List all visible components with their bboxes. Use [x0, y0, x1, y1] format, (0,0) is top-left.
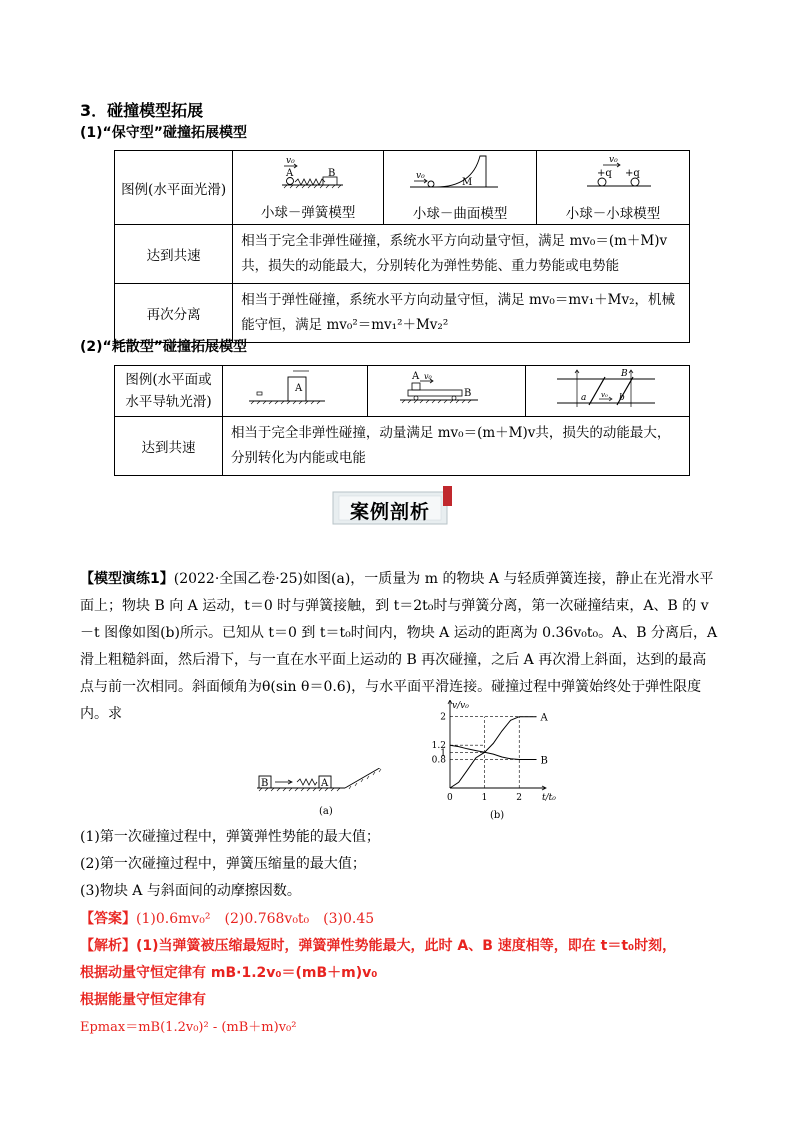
x-tick-label: 1	[481, 793, 488, 803]
caption-spring-model: 小球－弹簧模型	[260, 204, 356, 221]
figure-b-chart	[420, 700, 560, 825]
subsection-title-conservative: (1)“保守型”碰撞拓展模型	[80, 125, 247, 141]
table1-cell-spring-model	[233, 151, 384, 225]
table2-row2-text: 相当于完全非弹性碰撞，动量满足 mv₀＝(m＋M)v共，损失的动能最大，分别转化为内能或电能	[222, 417, 689, 476]
problem-lead: 【模型演练1】	[80, 571, 174, 587]
answer-line	[80, 908, 374, 928]
svg-text:M: M	[462, 176, 473, 188]
answer-text: (1)0.6mv₀² (2)0.768v₀t₀ (3)0.45	[136, 911, 375, 927]
y-tick-label: 0.8	[431, 755, 446, 766]
problem-paragraph	[80, 566, 720, 728]
answer-label: 【答案】	[80, 911, 136, 927]
analysis-line-3: 根据能量守恒定律有	[80, 992, 206, 1008]
series-label-B: B	[540, 755, 548, 767]
table1-cell-curve-model	[384, 151, 537, 225]
question-2: (2)第一次碰撞过程中，弹簧压缩量的最大值；	[80, 856, 366, 872]
table1-row2-text: 相当于完全非弹性碰撞，系统水平方向动量守恒，满足 mv₀＝(m＋M)v共，损失的动能最大，分别转化为弹性势能、重力势能或电势能	[233, 225, 690, 284]
svg-text:v₀: v₀	[424, 372, 433, 381]
svg-text:A: A	[321, 778, 329, 789]
rails-figure	[543, 367, 673, 411]
dissipative-model-table	[114, 365, 690, 476]
analysis-label: 【解析】	[80, 938, 136, 954]
bullet-block-figure	[235, 367, 355, 411]
analysis-line-1	[80, 935, 676, 955]
y-tick-label: 2	[440, 712, 446, 723]
caption-ball-model: 小球－小球模型	[565, 205, 661, 222]
svg-text:a: a	[580, 393, 587, 403]
table2-row1-label: 图例(水平面或水平导轨光滑)	[115, 366, 223, 417]
question-1: (1)第一次碰撞过程中，弹簧弹性势能的最大值；	[80, 829, 380, 845]
ball-model-figure	[553, 154, 673, 196]
question-3: (3)物块 A 与斜面间的动摩擦因数。	[80, 883, 301, 899]
svg-text:(a): (a)	[319, 806, 333, 817]
series-label-A: A	[540, 712, 548, 724]
table1-row3-label: 再次分离	[115, 284, 233, 343]
conservative-model-table	[114, 150, 690, 343]
section-title: 3．碰撞模型拓展	[80, 101, 204, 120]
curve-model-figure	[400, 154, 520, 196]
analysis-line-4: Epmax＝mB(1.2v₀)² - (mB＋m)v₀²	[80, 1020, 297, 1035]
svg-text:A: A	[286, 167, 294, 179]
table1-row2-label: 达到共速	[115, 225, 233, 284]
table1-row3-text: 相当于弹性碰撞，系统水平方向动量守恒，满足 mv₀＝mv₁＋Mv₂，机械能守恒，满足 mv₀²＝mv₁²＋Mv₂²	[233, 284, 690, 343]
svg-text:B: B	[261, 778, 269, 789]
svg-text:v₀: v₀	[416, 170, 425, 181]
problem-text: (2022·全国乙卷·25)如图(a)，一质量为 m 的物块 A 与轻质弹簧连接，静止在光滑水平面上；物块 B 向 A 运动，t＝0 时与弹簧接触，到 t＝2t₀时与弹簧分离，第一次碰撞结束，A、B 的 v－t 图像如图(b)所示。已知从 t＝0 到 t＝t₀时间内，物块 A 运动的距离为 0.36v₀t₀。A、B 分离后，A 滑上粗糙斜面，然后滑下，与一直在水平面上运动的 B 再次碰撞，之后 A 再次滑上斜面，达到的最高点与前一次相同。斜面倾角为θ(sin θ＝0.6)，与水平面平滑连接。碰撞过程中弹簧始终处于弹性限度内。求	[80, 571, 718, 722]
y-tick-label: 1.2	[431, 741, 446, 752]
table2-cell-block-board	[367, 366, 526, 417]
table2-cell-rails	[526, 366, 690, 417]
table2-row2-label: 达到共速	[115, 417, 223, 476]
svg-text:v₀: v₀	[609, 154, 618, 165]
y-tick-label: 1	[440, 748, 446, 759]
analysis-line-2: 根据动量守恒定律有 mB·1.2v₀＝(mB＋m)v₀	[80, 965, 378, 981]
block-board-figure	[386, 367, 506, 411]
svg-text:B: B	[620, 369, 628, 379]
svg-text:v₀: v₀	[600, 391, 608, 399]
y-axis-label: v/v₀	[452, 701, 469, 711]
subsection-title-dissipative: (2)“耗散型”碰撞拓展模型	[80, 339, 247, 355]
x-axis-label: t/t₀	[542, 793, 556, 803]
svg-text:v₀: v₀	[286, 155, 295, 166]
svg-text:A: A	[412, 371, 420, 382]
table1-cell-ball-model	[537, 151, 690, 225]
x-tick-label: 0	[447, 793, 453, 803]
case-analysis-banner	[331, 486, 455, 526]
table2-cell-bullet-block	[222, 366, 367, 417]
svg-text:+q: +q	[625, 167, 640, 179]
caption-curve-model: 小球－曲面模型	[412, 205, 508, 222]
table1-row1-label: 图例(水平面光滑)	[115, 151, 233, 225]
svg-text:B: B	[464, 388, 472, 399]
figure-b-caption: (b)	[490, 810, 505, 821]
banner-text: 案例剖析	[349, 501, 430, 523]
svg-text:B: B	[328, 167, 336, 179]
figure-a	[255, 768, 405, 820]
analysis-line1-text: (1)当弹簧被压缩最短时，弹簧弹性势能最大，此时 A、B 速度相等，即在 t＝t₀时刻，	[136, 938, 677, 954]
svg-text:b: b	[618, 393, 625, 403]
svg-text:A: A	[294, 383, 302, 394]
svg-text:+q: +q	[597, 167, 612, 179]
x-tick-label: 2	[516, 793, 522, 803]
spring-model-figure	[248, 155, 368, 195]
